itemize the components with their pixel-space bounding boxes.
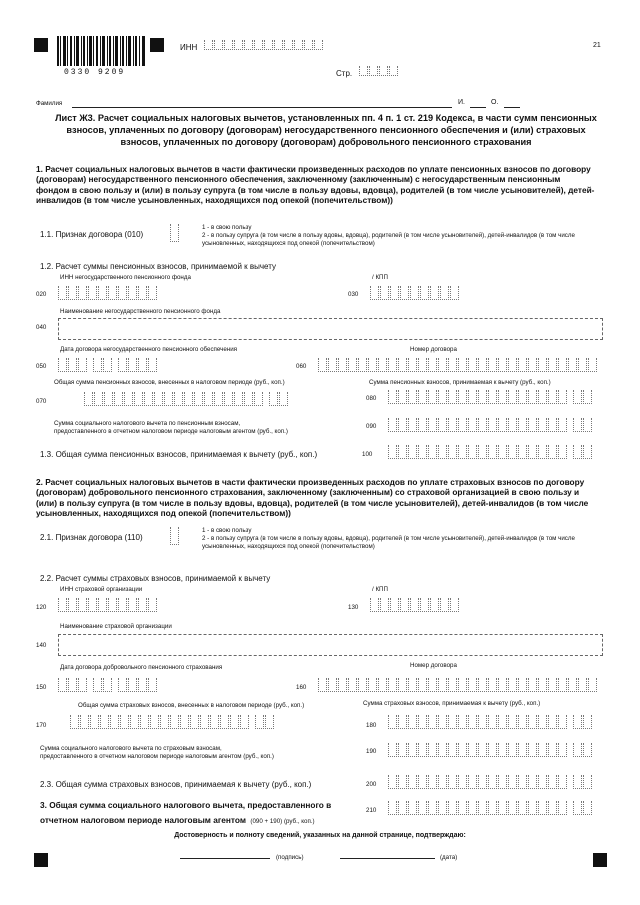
corner-marker-top-left xyxy=(34,38,48,52)
code-040: 040 xyxy=(36,324,47,331)
inn-fund-field[interactable] xyxy=(58,286,158,300)
code-200: 200 xyxy=(366,781,377,788)
kpp-label-1: / КПП xyxy=(372,274,388,281)
corner-marker-top-mid xyxy=(150,38,164,52)
number-fund-label: Номер договора xyxy=(410,346,457,353)
kpp-label-2: / КПП xyxy=(372,586,388,593)
code-130: 130 xyxy=(348,604,359,611)
code-070: 070 xyxy=(36,398,47,405)
section2-calc-label: 2.2. Расчет суммы страховых взносов, принимаемой к вычету xyxy=(40,574,271,583)
date-org-label: Дата договора добровольного пенсионного страхования xyxy=(60,664,223,671)
inn-header-field[interactable] xyxy=(204,40,324,50)
total3-field[interactable] xyxy=(388,801,593,815)
date-fund-label: Дата договора негосударственного пенсионного обеспечения xyxy=(60,346,238,353)
corner-marker-bottom-right xyxy=(593,853,607,867)
agent-org-label-1: Сумма социального налогового вычета по страховым взносам, xyxy=(40,745,222,752)
signature-field[interactable] xyxy=(180,850,270,859)
signature-label: (подпись) xyxy=(276,854,304,861)
section2-heading: 2. Расчет социальных налоговых вычетов в части фактически произведенных расходов по уплате страховых взносов по договору (договорам) добровольного пенсионного страхования, заключенному (заключенным) со страховой организацией в свою пользу и (или) в пользу супруга (в том числе в пользу вдовы, вдовца), родителей (в том числе усыновителей), детей-инвалидов (в том числе усыновленных, находящихся под опекой (попечительством)) xyxy=(36,477,589,518)
code-180: 180 xyxy=(366,722,377,729)
total-org-field[interactable] xyxy=(70,715,275,729)
code-120: 120 xyxy=(36,604,47,611)
inn-label: ИНН xyxy=(180,43,198,52)
section2-sign-label: 2.1. Признак договора (110) xyxy=(40,533,143,542)
date-org-field[interactable] xyxy=(58,678,158,692)
code-090: 090 xyxy=(366,423,377,430)
name-org-field[interactable] xyxy=(58,634,603,656)
code-100: 100 xyxy=(362,451,373,458)
accepted-org-label: Сумма страховых взносов, принимаемая к вычету (руб., коп.) xyxy=(363,700,541,707)
agent-org-label-2: предоставленного в отчетном налоговом периоде налоговым агентом (руб., коп.) xyxy=(40,753,274,760)
code-140: 140 xyxy=(36,642,47,649)
code-160: 160 xyxy=(296,684,307,691)
date-field[interactable] xyxy=(340,850,435,859)
initial-o-field[interactable] xyxy=(504,99,520,108)
date-label: (дата) xyxy=(440,854,458,861)
section1-calc-label: 1.2. Расчет суммы пенсионных взносов, принимаемой к вычету xyxy=(40,262,276,271)
name-org-label: Наименование страховой организации xyxy=(60,623,172,630)
name-fund-field[interactable] xyxy=(58,318,603,340)
section3-line2-bold: отчетном налоговом периоде налоговым агентом xyxy=(40,815,246,825)
section1-sign-opt2: 2 - в пользу супруга (в том числе в пользу вдовы, вдовца), родителей (в том числе усыновителей), детей-инвалидов (в том числе усыновленных, находящихся под опекой (попечительством) xyxy=(202,232,575,247)
number-org-field[interactable] xyxy=(318,678,598,692)
section3-line2 xyxy=(40,810,315,828)
page-field[interactable] xyxy=(359,66,399,76)
code-060: 060 xyxy=(296,363,307,370)
number-org-label: Номер договора xyxy=(410,662,457,669)
agent-org-field[interactable] xyxy=(388,743,593,757)
total-fund-field[interactable] xyxy=(84,392,289,406)
name-fund-label: Наименование негосударственного пенсионного фонда xyxy=(60,308,221,315)
barcode-image xyxy=(57,36,145,66)
inn-org-label: ИНН страховой организации xyxy=(60,586,143,593)
sheet-title: Лист Ж3. Расчет социальных налоговых вычетов, установленных пп. 4 п. 1 ст. 219 Кодекса, в части сумм пенсионных взносов, уплаченных по договору (договорам) негосударственного пенсионного обеспечения и (или) страховых взносов, уплаченных по договору (договорам) добровольного пенсионного страхования xyxy=(55,113,597,148)
number-fund-field[interactable] xyxy=(318,358,598,372)
section1-sign-label: 1.1. Признак договора (010) xyxy=(40,230,144,239)
footer-confirm: Достоверность и полноту сведений, указанных на данной странице, подтверждаю: xyxy=(174,832,466,839)
kpp-org-field[interactable] xyxy=(370,598,460,612)
total23-field[interactable] xyxy=(388,775,593,789)
code-080: 080 xyxy=(366,395,377,402)
accepted-fund-field[interactable] xyxy=(388,390,593,404)
section1-sign-opt1: 1 - в свою пользу xyxy=(202,224,252,231)
code-020: 020 xyxy=(36,291,47,298)
code-030: 030 xyxy=(348,291,359,298)
code-150: 150 xyxy=(36,684,47,691)
total-fund-label: Общая сумма пенсионных взносов, внесенных в налоговом периоде (руб., коп.) xyxy=(54,379,285,386)
barcode-number: 0330 9209 xyxy=(64,68,126,77)
section2-sign-field[interactable] xyxy=(170,527,180,545)
accepted-org-field[interactable] xyxy=(388,715,593,729)
code-170: 170 xyxy=(36,722,47,729)
kpp-fund-field[interactable] xyxy=(370,286,460,300)
section3-line2-normal: (090 + 190) (руб., коп.) xyxy=(250,818,315,825)
agent-fund-field[interactable] xyxy=(388,418,593,432)
code-190: 190 xyxy=(366,748,377,755)
page-number: 21 xyxy=(593,42,601,49)
agent-fund-label-2: предоставленного в отчетном налоговом периоде налоговым агентом (руб., коп.) xyxy=(54,428,288,435)
date-fund-field[interactable] xyxy=(58,358,158,372)
section1-sign-field[interactable] xyxy=(170,224,180,242)
section2-sign-opt2: 2 - в пользу супруга (в том числе в пользу вдовы, вдовца), родителей (в том числе усыновителей), детей-инвалидов (в том числе усыновленных, находящихся под опекой (попечительством) xyxy=(202,535,575,550)
agent-fund-label-1: Сумма социального налогового вычета по пенсионным взносам, xyxy=(54,420,241,427)
total23-label: 2.3. Общая сумма страховых взносов, принимаемая к вычету (руб., коп.) xyxy=(40,780,312,789)
total13-field[interactable] xyxy=(388,445,593,459)
section2-sign-opt1: 1 - в свою пользу xyxy=(202,527,252,534)
section1-heading: 1. Расчет социальных налоговых вычетов в части фактически произведенных расходов по уплате пенсионных взносов по договору (договорам) негосударственного пенсионного обеспечения, заключенному (заключенным) с негосударственным пенсионным фондом в свою пользу и (или) в пользу супруга (в том числе в пользу вдовы, вдовца), родителей (в том числе усыновителей), детей-инвалидов (в том числе усыновленных, находящихся под опекой (попечительством)) xyxy=(36,164,595,205)
code-050: 050 xyxy=(36,363,47,370)
inn-org-field[interactable] xyxy=(58,598,158,612)
section3-line1: 3. Общая сумма социального налогового вычета, предоставленного в xyxy=(40,800,332,810)
surname-label: Фамилия xyxy=(36,100,63,107)
inn-fund-label: ИНН негосударственного пенсионного фонда xyxy=(60,274,191,281)
page-label: Стр. xyxy=(336,69,353,78)
accepted-fund-label: Сумма пенсионных взносов, принимаемая к вычету (руб., коп.) xyxy=(369,379,551,386)
initial-o-label: О. xyxy=(491,99,499,106)
total13-label: 1.3. Общая сумма пенсионных взносов, принимаемая к вычету (руб., коп.) xyxy=(40,450,318,459)
total-org-label: Общая сумма страховых взносов, внесенных в налоговом периоде (руб., коп.) xyxy=(78,702,305,709)
corner-marker-bottom-left xyxy=(34,853,48,867)
code-210: 210 xyxy=(366,807,377,814)
initial-i-field[interactable] xyxy=(470,99,486,108)
initial-i-label: И. xyxy=(458,99,465,106)
surname-field[interactable] xyxy=(72,99,452,108)
